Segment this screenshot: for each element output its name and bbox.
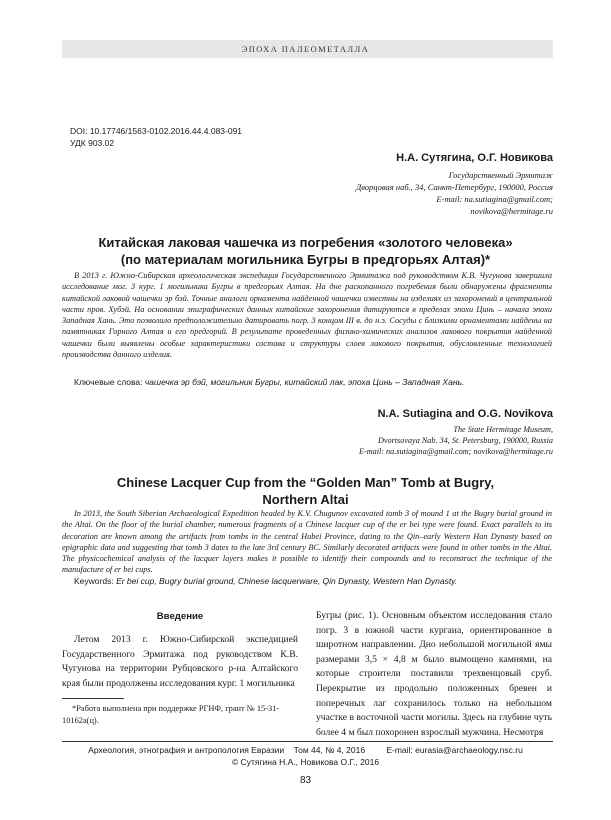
keywords-ru	[74, 377, 464, 387]
abstract-en	[62, 508, 552, 576]
title-line: Китайская лаковая чашечка из погребения «золотого человека»	[98, 235, 513, 250]
affiliation-line: Дворцовая наб., 34, Санкт-Петербург, 190000, Россия	[355, 182, 553, 192]
paragraph: Летом 2013 г. Южно-Сибирской экспедицией Государственного Эрмитажа под руководством К.В. Чугунова на территории Рубцовского р-на Алтайского края были продолжены исследования кург. 1 могильника	[62, 634, 298, 689]
authors-en: N.A. Sutiagina and O.G. Novikova	[377, 408, 553, 420]
keywords-label: Keywords:	[74, 576, 114, 586]
journal-volume: Том 44, № 4, 2016	[293, 745, 366, 755]
copyright: © Сутягина Н.А., Новикова О.Г., 2016	[231, 757, 380, 767]
keywords-list: Er bei cup, Bugry burial ground, Chinese lacquerware, Qin Dynasty, Western Han Dynasty.	[116, 576, 458, 586]
title-ru	[60, 234, 551, 268]
footer-rule	[62, 741, 553, 742]
udk: УДК 903.02	[70, 138, 115, 148]
title-en	[60, 474, 551, 508]
footer-line	[0, 745, 611, 755]
affiliation-ru	[356, 169, 553, 217]
keywords-list: чашечка эр бэй, могильник Бугры, китайский лак, эпоха Цинь – Западная Хань.	[144, 377, 465, 387]
keywords-label: Ключевые слова:	[74, 377, 143, 387]
email-line[interactable]: E-mail: na.sutiagina@gmail.com;	[436, 194, 553, 204]
email-line[interactable]: novikova@hermitage.ru	[470, 206, 553, 216]
body-left-column	[62, 633, 298, 691]
paragraph: Бугры (рис. 1). Основным объектом исследования стало погр. 3 в южной части кургана, ориентированное в широтном направлении. Дно небольшой могильной ямы размерами 3,5 × 4,8 м было вымощено камнями, на которые строители поставили трехвенцовый сруб. Перекрытие из продольно положенных бревен и поперечных лаг сохранилось только на небольшом участке в восточной части могилы. Здесь на глубине чуть более 4 м был похоронен взрослый мужчина. Несмотря	[316, 610, 552, 738]
abstract-text: В 2013 г. Южно-Сибирская археологическая экспедиция Государственного Эрмитажа под руководством К.В. Чугунова завершила исследование мог. 3 кург. 1 могильника Бугры в предгорьях Алтая. На дне раскопанного погребения были обнаружены фрагменты китайской лаковой чашечки эр бэй. Точные аналоги орнамента найденной чашечки известны на изделиях из захоронений в центральной части пров. Хубэй. На основании эпиграфических данных китайские захоронения датируются в пределах эпохи Цинь – начала эпохи Западная Хань. Это позволило предположительно датировать погр. 3 концом III в. до н.э. Сосуды с близкими орнаментами найдены на памятниках Горного Алтая и его предгорий. В результате проведенных физико-химических анализов лакового покрытия найденной чашечки были выявлены особые характеристики состава и структуры слоев лакового покрытия, обусловленные технологией производства данного изделия.	[62, 271, 552, 360]
affiliation-line: Dvortsovaya Nab. 34, St. Petersburg, 190000, Russia	[377, 436, 553, 445]
affiliation-en	[359, 424, 553, 457]
doi-block	[70, 125, 242, 149]
affiliation-line: The State Hermitage Museum,	[453, 425, 553, 434]
affiliation-line: Государственный Эрмитаж	[448, 170, 553, 180]
keywords-en	[74, 576, 457, 586]
journal-name: Археология, этнография и антропология Евразии	[88, 745, 285, 755]
abstract-ru	[62, 270, 552, 360]
footnote-rule	[62, 698, 124, 699]
journal-email[interactable]: E-mail: eurasia@archaeology.nsc.ru	[386, 745, 523, 755]
title-line: Northern Altai	[262, 492, 349, 507]
page-number: 83	[299, 775, 312, 786]
doi[interactable]: DOI: 10.17746/1563-0102.2016.44.4.083-091	[70, 126, 243, 136]
section-header: ЭПОХА ПАЛЕОМЕТАЛЛА	[241, 44, 370, 54]
title-line: (по материалам могильника Бугры в предгорьях Алтая)*	[120, 252, 491, 267]
body-right-column	[316, 609, 552, 740]
email-line[interactable]: E-mail: na.sutiagina@gmail.com; novikova@hermitage.ru	[358, 447, 553, 456]
title-line: Chinese Lacquer Cup from the “Golden Man” Tomb at Bugry,	[116, 475, 495, 490]
abstract-text: In 2013, the South Siberian Archaeological Expedition headed by K.V. Chugunov excavated tomb 3 of mound 1 at the Bugry burial ground in the Altai. On the floor of the burial chamber, numerous fragments of a Chinese lacquer cup of the er bei type were found. Exact parallels to its decoration are known among the artifacts from tombs in the central Hubei Province, dating to the Qin–early Western Han Dynasty based on epigraphic data and suggesting that tomb 3 dates to the late 3rd century BC. Similarly decorated artifacts were found in other tombs in the Altai. The physicochemical analysis of the lacquer layers makes it possible to identify their compounds and to reconstruct the technique of the manufacture of er bei cups.	[62, 509, 552, 575]
authors-ru: Н.А. Сутягина, О.Г. Новикова	[396, 152, 553, 164]
section-heading: Введение	[156, 611, 204, 622]
footnote: *Работа выполнена при поддержке РГНФ, грант № 15-31-10162а(ц).	[62, 704, 280, 725]
